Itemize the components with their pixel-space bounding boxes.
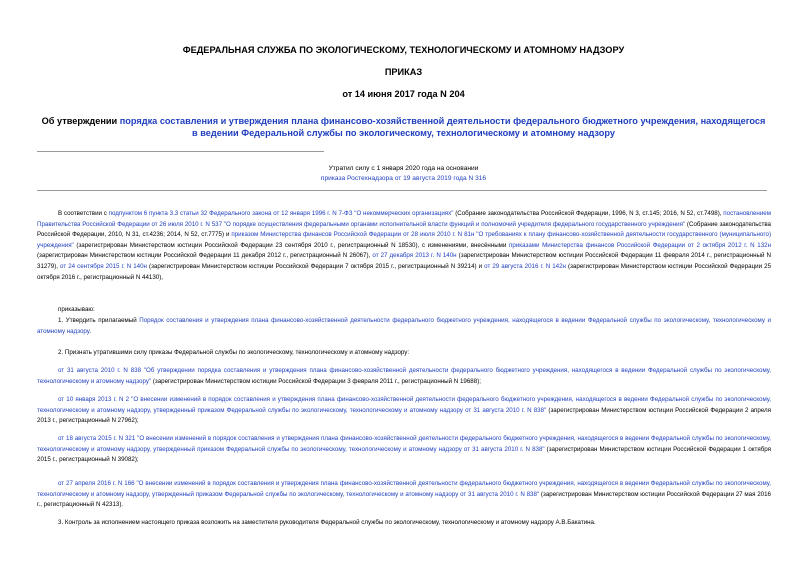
repealed-order-text: (зарегистрирован Министерством юстиции Российской Федерации 2 апреля 2013 г., регистрационный N 27962);: [37, 406, 771, 425]
title-link[interactable]: порядка составления и утверждения плана финансово-хозяйственной деятельности федерального бюджетного учреждения, находящегося в ведении Федеральной службы по экологическому, технологическому и атомному надзору: [119, 116, 766, 138]
preamble-text: (зарегистрирован Министерством юстиции Российской Федерации 25 октября 2016 г., регистрационный N 44130),: [37, 262, 772, 281]
decree-link[interactable]: постановлением Правительства Российской Федерации от 26 июля 2010 г. N 537 "О порядке осуществления федеральными органами исполнительной власти функций и полномочий учредителя федерального государственного учреждения": [37, 210, 771, 228]
document-title: [40, 115, 767, 139]
preamble-text: (Собрание законодательства Российской Федерации, 1996, N 3, ст.145; 2016, N 52, ст.7498),: [453, 210, 724, 217]
repealed-order-link-321[interactable]: от 18 августа 2015 г. N 321 "О внесении изменений в порядок составления и утверждения плана финансово-хозяйственной деятельности федерального бюджетного учреждения, находящегося в ведении Федеральной службы по экологическому, технологическому и атомному надзору, утвержденный приказом Федеральной службы по экологическому, технологическому и атомному надзору от 31 августа 2010 г. N 838": [37, 435, 771, 453]
minfin-order-link-2015[interactable]: от 24 сентября 2015 г. N 140н: [60, 262, 147, 270]
order-word: приказываю:: [58, 306, 95, 313]
item-1-text: 1. Утвердить прилагаемый: [58, 317, 140, 324]
preamble-text: (зарегистрирован Министерством юстиции Российской Федерации 7 октября 2015 г., регистрационный N 39214) и: [146, 262, 485, 270]
repealed-order-1: [37, 366, 771, 387]
minfin-order-link-2012[interactable]: приказами Министерства финансов Российской Федерации от 2 октября 2012 г. N 132н: [509, 241, 771, 249]
repealed-order-text: (зарегистрирован Министерством юстиции Российской Федерации 3 февраля 2011 г., регистрационный N 19688);: [151, 377, 481, 385]
procedure-link[interactable]: Порядок составления и утверждения плана финансово-хозяйственной деятельности федерального бюджетного учреждения, находящегося в ведении Федеральной службы по экологическому, технологическому и атомному надзору: [37, 317, 771, 335]
minfin-order-link-2013[interactable]: от 27 декабря 2013 г. N 140н: [372, 252, 457, 260]
preamble-text: (Собрание законодательства Российской Федерации, 2010, N 31, ст.4236; 2014, N 52, ст.7775) и: [37, 220, 772, 239]
item-3-paragraph: 3. Контроль за исполнением настоящего приказа возложить на заместителя руководителя Федеральной службы по экологическому, технологическому и атомному надзору А.В.Бакатина.: [58, 519, 596, 526]
repealed-order-link-166[interactable]: от 27 апреля 2016 г. N 166 "О внесении изменений в порядок составления и утверждения плана финансово-хозяйственной деятельности федерального бюджетного учреждения, находящегося в ведении Федеральной службы по экологическому, технологическому и атомному надзору, утвержденный приказом Федеральной службы по экологическому, технологическому и атомному надзору от 31 августа 2010 г. N 838": [37, 480, 771, 498]
repealed-order-4: [37, 479, 771, 511]
preamble-text: (зарегистрирован Министерством юстиции Российской Федерации 23 сентября 2010 г., регистрационный N 18530), с изменениями, внесёнными: [73, 241, 510, 249]
repealed-order-2: [37, 395, 771, 427]
repealed-order-text: (зарегистрирован Министерством юстиции Российской Федерации 27 мая 2016 г., регистрационный N 42313).: [37, 490, 771, 509]
status-note-line: Утратил силу с 1 января 2020 года на основании: [328, 165, 479, 172]
repealed-order-link-838[interactable]: от 31 августа 2010 г. N 838 "Об утверждении порядка составления и утверждения плана финансово-хозяйственной деятельности федерального бюджетного учреждения, находящегося в ведении Федеральной службы по экологическому, технологическому и атомному надзору": [37, 367, 771, 385]
document-date-number: от 14 июня 2017 года N 204: [342, 89, 465, 99]
repealed-order-link-2[interactable]: от 10 января 2013 г. N 2 "О внесении изменений в порядок составления и утверждения плана финансово-хозяйственной деятельности федерального бюджетного учреждения, находящегося в ведении Федеральной службы по экологическому, технологическому и атомному надзору, утвержденный приказом Федеральной службы по экологическому, технологическому и атомному надзору от 31 августа 2010 г. N 838": [37, 396, 771, 414]
document-type: ПРИКАЗ: [384, 67, 423, 77]
status-note-link[interactable]: приказа Ростехнадзора от 19 августа 2019 года N 316: [320, 175, 487, 182]
item-2-paragraph: 2. Признать утратившими силу приказы Федеральной службы по экологическому, технологическому и атомному надзору:: [58, 349, 410, 356]
minfin-order-link-2016[interactable]: от 29 августа 2016 г. N 142н: [484, 262, 566, 270]
preamble-paragraph: [37, 209, 771, 283]
preamble-text: В соответствии с: [58, 210, 109, 217]
law-link[interactable]: подпунктом 6 пункта 3.3 статьи 32 Федерального закона от 12 января 1996 г. N 7-ФЗ "О некоммерческих организациях": [108, 210, 454, 217]
repealed-order-text: (зарегистрирован Министерством юстиции Российской Федерации 1 октября 2015 г., регистрационный N 39082);: [37, 445, 771, 464]
note-separator: [37, 190, 767, 191]
preamble-text: (зарегистрирован Министерством юстиции Российской Федерации 11 декабря 2012 г., регистрационный N 26067),: [37, 252, 373, 260]
item-1-paragraph: [37, 316, 771, 337]
title-prefix: Об утверждении: [41, 116, 120, 126]
agency-name: ФЕДЕРАЛЬНАЯ СЛУЖБА ПО ЭКОЛОГИЧЕСКОМУ, ТЕХНОЛОГИЧЕСКОМУ И АТОМНОМУ НАДЗОРУ: [182, 45, 625, 55]
status-note: [40, 164, 767, 184]
repealed-order-3: [37, 434, 771, 466]
minfin-order-link[interactable]: приказом Министерства финансов Российской Федерации от 28 июля 2010 г. N 81н "О требованиях к плану финансово-хозяйственной деятельности государственного (муниципального) учреждения": [37, 231, 771, 249]
preamble-text: (зарегистрирован Министерством юстиции Российской Федерации 11 февраля 2014 г., регистрационный N 31279),: [37, 252, 771, 270]
title-separator: [37, 151, 324, 152]
item-1-text: .: [89, 327, 92, 335]
